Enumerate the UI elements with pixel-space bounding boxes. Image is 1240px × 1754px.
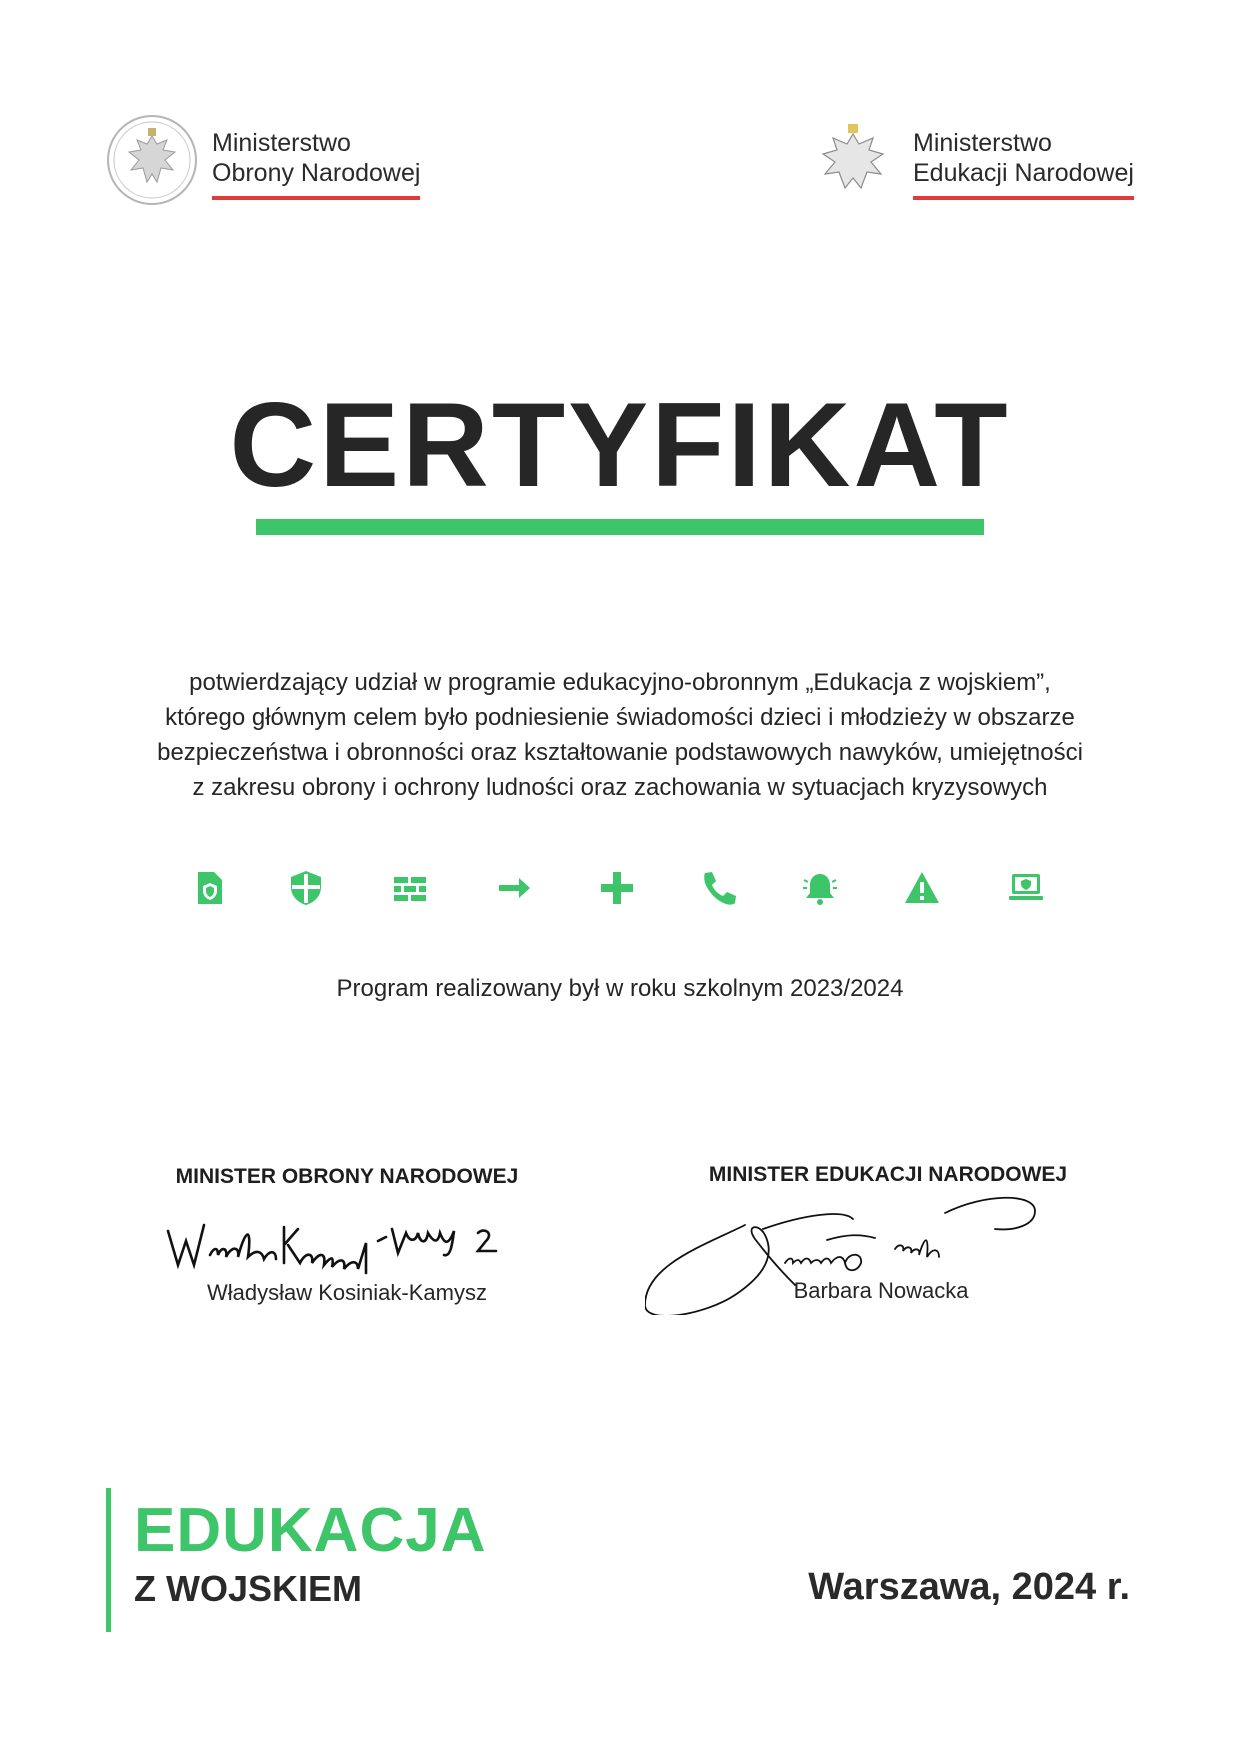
- shield-cross-icon: [286, 868, 326, 908]
- body-line-2: którego głównym celem było podniesienie świadomości dzieci i młodzieży w obszarze: [165, 704, 1075, 731]
- arrow-right-icon: [494, 868, 534, 908]
- brand-logo-line2: Z WOJSKIEM: [134, 1568, 363, 1609]
- warning-triangle-icon: [902, 868, 942, 908]
- mon-name-line1: Ministerstwo: [212, 129, 351, 157]
- document-shield-icon: [190, 868, 230, 908]
- body-line-4: z zakresu obrony i ochrony ludności oraz zachowania w sytuacjach kryzysowych: [192, 774, 1048, 801]
- signatory-name-left: Władysław Kosiniak-Kamysz: [207, 1280, 487, 1305]
- mon-eagle-emblem-icon: [104, 112, 200, 208]
- signatory-name-right: Barbara Nowacka: [793, 1278, 969, 1303]
- men-eagle-emblem-icon: [805, 112, 901, 208]
- signature-title-left: MINISTER OBRONY NARODOWEJ: [175, 1165, 519, 1188]
- topic-icons-row: [0, 868, 1240, 912]
- body-line-3: bezpieczeństwa i obronności oraz kształtowanie podstawowych nawyków, umiejętności: [157, 739, 1083, 766]
- men-name-line1: Ministerstwo: [913, 129, 1052, 157]
- plus-icon: [597, 868, 637, 908]
- mon-logo: [104, 112, 420, 208]
- body-line-1: potwierdzający udział w programie edukacyjno-obronnym „Edukacja z wojskiem”,: [189, 669, 1051, 696]
- men-logo: [805, 112, 1134, 208]
- place-and-date: Warszawa, 2024 r.: [808, 1566, 1130, 1608]
- laptop-shield-icon: [1006, 868, 1046, 908]
- certificate-body: [90, 665, 1150, 805]
- men-name-line2: Edukacji Narodowej: [913, 159, 1134, 187]
- certificate-title: CERTYFIKAT: [229, 378, 1011, 512]
- signature-title-right: MINISTER EDUKACJI NARODOWEJ: [708, 1163, 1068, 1186]
- brick-wall-icon: [390, 868, 430, 908]
- mon-name-line2: Obrony Narodowej: [212, 159, 421, 187]
- brand-green-bar: [106, 1488, 111, 1632]
- mon-red-rule: [212, 196, 420, 200]
- alarm-bell-icon: [800, 868, 840, 908]
- program-year-text: Program realizowany był w roku szkolnym 2023/2024: [336, 975, 904, 1002]
- brand-logo-line1: EDUKACJA: [134, 1496, 487, 1565]
- title-green-bar: [256, 519, 984, 535]
- handwritten-signature-left: [160, 1205, 540, 1285]
- phone-icon: [697, 868, 737, 908]
- men-red-rule: [913, 196, 1134, 200]
